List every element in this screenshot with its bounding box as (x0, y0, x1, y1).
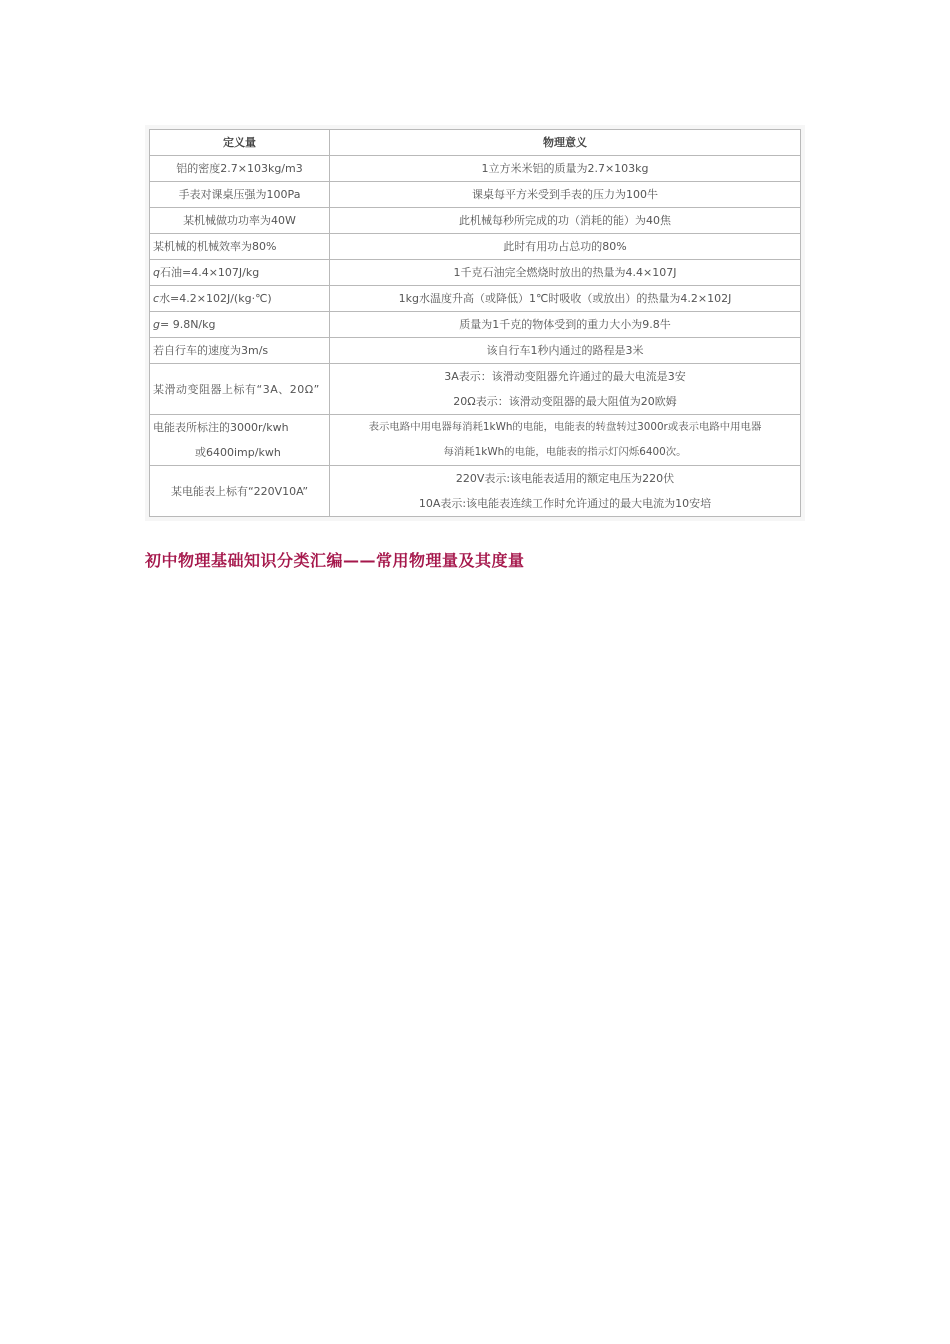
table-row (150, 182, 801, 208)
quantity-cell: 某机械的机械效率为80% (150, 234, 330, 260)
quantity-cell: 某电能表上标有“220V10A” (150, 466, 330, 517)
section-heading: 初中物理基础知识分类汇编——常用物理量及其度量 (145, 551, 525, 570)
quantity-line: 或6400imp/kwh (195, 446, 281, 459)
table-row (150, 466, 801, 517)
meaning-cell: 此时有用功占总功的80% (330, 234, 801, 260)
quantity-cell: 若自行车的速度为3m/s (150, 338, 330, 364)
quantity-symbol: c (153, 292, 160, 305)
physics-meaning-table (149, 129, 801, 517)
meaning-cell: 此机械每秒所完成的功（消耗的能）为40焦 (330, 208, 801, 234)
meaning-cell: 该自行车1秒内通过的路程是3米 (330, 338, 801, 364)
meaning-line: 表示电路中用电器每消耗1kWh的电能，电能表的转盘转过3000r或表示电路中用电器 (368, 421, 762, 433)
meaning-cell: 质量为1千克的物体受到的重力大小为9.8牛 (330, 312, 801, 338)
quantity-cell (150, 260, 330, 286)
table-row (150, 415, 801, 466)
table-row (150, 208, 801, 234)
table-row (150, 312, 801, 338)
quantity-line: 电能表所标注的3000r/kwh (153, 421, 289, 434)
quantity-cell: 铝的密度2.7×103kg/m3 (150, 156, 330, 182)
meaning-cell (330, 415, 801, 466)
table-row (150, 286, 801, 312)
meaning-cell: 1立方米米铝的质量为2.7×103kg (330, 156, 801, 182)
quantity-symbol: g (153, 318, 160, 331)
meaning-line: 220V表示:该电能表适用的额定电压为220伏 (455, 472, 675, 485)
meaning-line: 3A表示：该滑动变阻器允许通过的最大电流是3安 (444, 370, 686, 383)
table-row (150, 364, 801, 415)
table-row (150, 156, 801, 182)
meaning-line: 20Ω表示：该滑动变阻器的最大阻值为20欧姆 (453, 395, 677, 408)
quantity-cell (150, 312, 330, 338)
quantity-cell: 手表对课桌压强为100Pa (150, 182, 330, 208)
quantity-cell (150, 415, 330, 466)
meaning-line: 每消耗1kWh的电能，电能表的指示灯闪烁6400次。 (443, 446, 687, 458)
meaning-line: 10A表示:该电能表连续工作时允许通过的最大电流为10安培 (418, 497, 712, 510)
table-row (150, 338, 801, 364)
quantity-text: 石油=4.4×107J/kg (159, 266, 260, 279)
quantity-cell: 某滑动变阻器上标有“3A、20Ω” (150, 364, 330, 415)
table-row (150, 234, 801, 260)
meaning-cell: 1kg水温度升高（或降低）1℃时吸收（或放出）的热量为4.2×102J (330, 286, 801, 312)
table-row (150, 260, 801, 286)
table-header-row (150, 130, 801, 156)
column-header-meaning: 物理意义 (330, 130, 801, 156)
quantity-text: 水=4.2×102J/(kg·℃) (159, 292, 272, 305)
column-header-quantity: 定义量 (150, 130, 330, 156)
meaning-cell: 课桌每平方米受到手表的压力为100牛 (330, 182, 801, 208)
quantity-symbol: q (153, 266, 160, 279)
meaning-cell (330, 364, 801, 415)
quantity-text: = 9.8N/kg (159, 318, 216, 331)
quantity-cell (150, 286, 330, 312)
meaning-cell: 1千克石油完全燃烧时放出的热量为4.4×107J (330, 260, 801, 286)
physics-meaning-table-container (145, 125, 805, 521)
quantity-cell: 某机械做功功率为40W (150, 208, 330, 234)
meaning-cell (330, 466, 801, 517)
